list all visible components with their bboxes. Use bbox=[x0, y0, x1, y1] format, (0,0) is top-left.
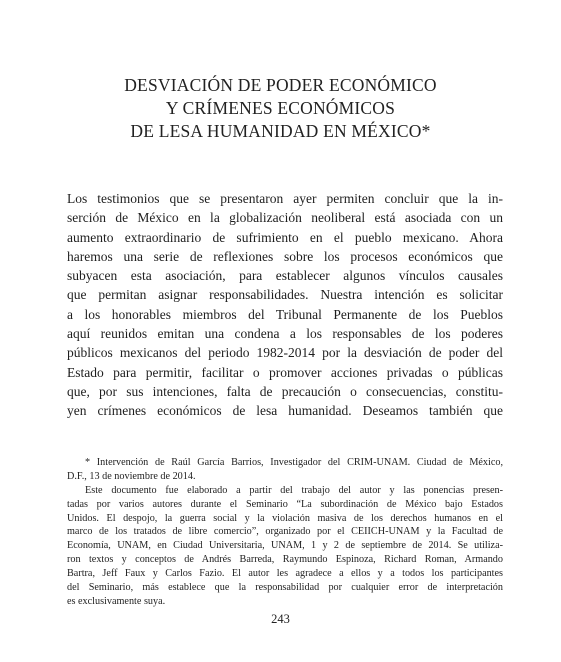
body-line: a los honorables miembros del Tribunal Permanente de los Pueblos bbox=[67, 306, 503, 322]
footnote-line: del Seminario, más establece que la responsabilidad por cualquier error de interpretación bbox=[67, 582, 503, 594]
footnote-line: Bartra, Jeff Faux y Carlos Fazio. El autor les agradece a ellos y a todos los participantes bbox=[67, 568, 503, 580]
footnote-line: ron textos y conceptos de Andrés Barreda, Raymundo Espinoza, Richard Roman, Armando bbox=[67, 554, 503, 566]
body-line: que, por sus intenciones, falta de precaución o consecuencias, constitu- bbox=[67, 383, 503, 399]
footnote-line: D.F., 13 de noviembre de 2014. bbox=[67, 470, 196, 482]
footnote-line: marco de los tratados de libre comercio”, organizado por el CEIICH-UNAM y la Facultad de bbox=[67, 526, 503, 538]
footnote-line: tadas por varios autores durante el Seminario “La subordinación de México bajo Estados bbox=[67, 498, 503, 510]
body-line: públicos mexicanos del periodo 1982-2014 por la desviación de poder del bbox=[67, 345, 503, 361]
body-line: subyacen esta asociación, para establecer algunos vínculos causales bbox=[67, 268, 503, 284]
body-paragraph bbox=[67, 189, 503, 421]
footnote bbox=[67, 456, 503, 609]
body-line: que permitan asignar responsabilidades. Nuestra intención es solicitar bbox=[67, 287, 503, 303]
body-line: serción de México en la globalización neoliberal está asociada con un bbox=[67, 210, 503, 226]
body-line: Estado para permitir, facilitar o promover acciones privadas o públicas bbox=[67, 364, 503, 380]
chapter-title-line-3: DE LESA HUMANIDAD EN MÉXICO* bbox=[130, 121, 431, 141]
footnote-line: Economía, UNAM, en Ciudad Universitaria, UNAM, 1 y 2 de septiembre de 2014. Se utiliza- bbox=[67, 540, 503, 552]
body-line: Los testimonios que se presentaron ayer permiten concluir que la in- bbox=[67, 191, 503, 206]
body-line: yen crímenes económicos de lesa humanidad. Deseamos también que bbox=[67, 403, 503, 419]
footnote-line: es exclusivamente suya. bbox=[67, 595, 166, 607]
body-line: aquí reunidos emitan una condena a los responsables de los poderes bbox=[67, 326, 503, 342]
footnote-line: Este documento fue elaborado a partir del trabajo del autor y las ponencias presen- bbox=[85, 484, 503, 496]
chapter-title-line-2: Y CRÍMENES ECONÓMICOS bbox=[165, 98, 396, 118]
chapter-title-line-1: DESVIACIÓN DE PODER ECONÓMICO bbox=[124, 75, 437, 95]
body-line: aumento extraordinario de sufrimiento en el pueblo mexicano. Ahora bbox=[67, 229, 503, 245]
page-number: 243 bbox=[271, 612, 290, 626]
chapter-title bbox=[60, 74, 501, 143]
footnote-line: Unidos. El despojo, la guerra social y la violación masiva de los derechos humanos en el bbox=[67, 512, 503, 524]
footnote-line: * Intervención de Raúl García Barrios, Investigador del CRIM-UNAM. Ciudad de México, bbox=[85, 457, 503, 468]
body-line: haremos una serie de reflexiones sobre los procesos económicos que bbox=[67, 248, 503, 264]
